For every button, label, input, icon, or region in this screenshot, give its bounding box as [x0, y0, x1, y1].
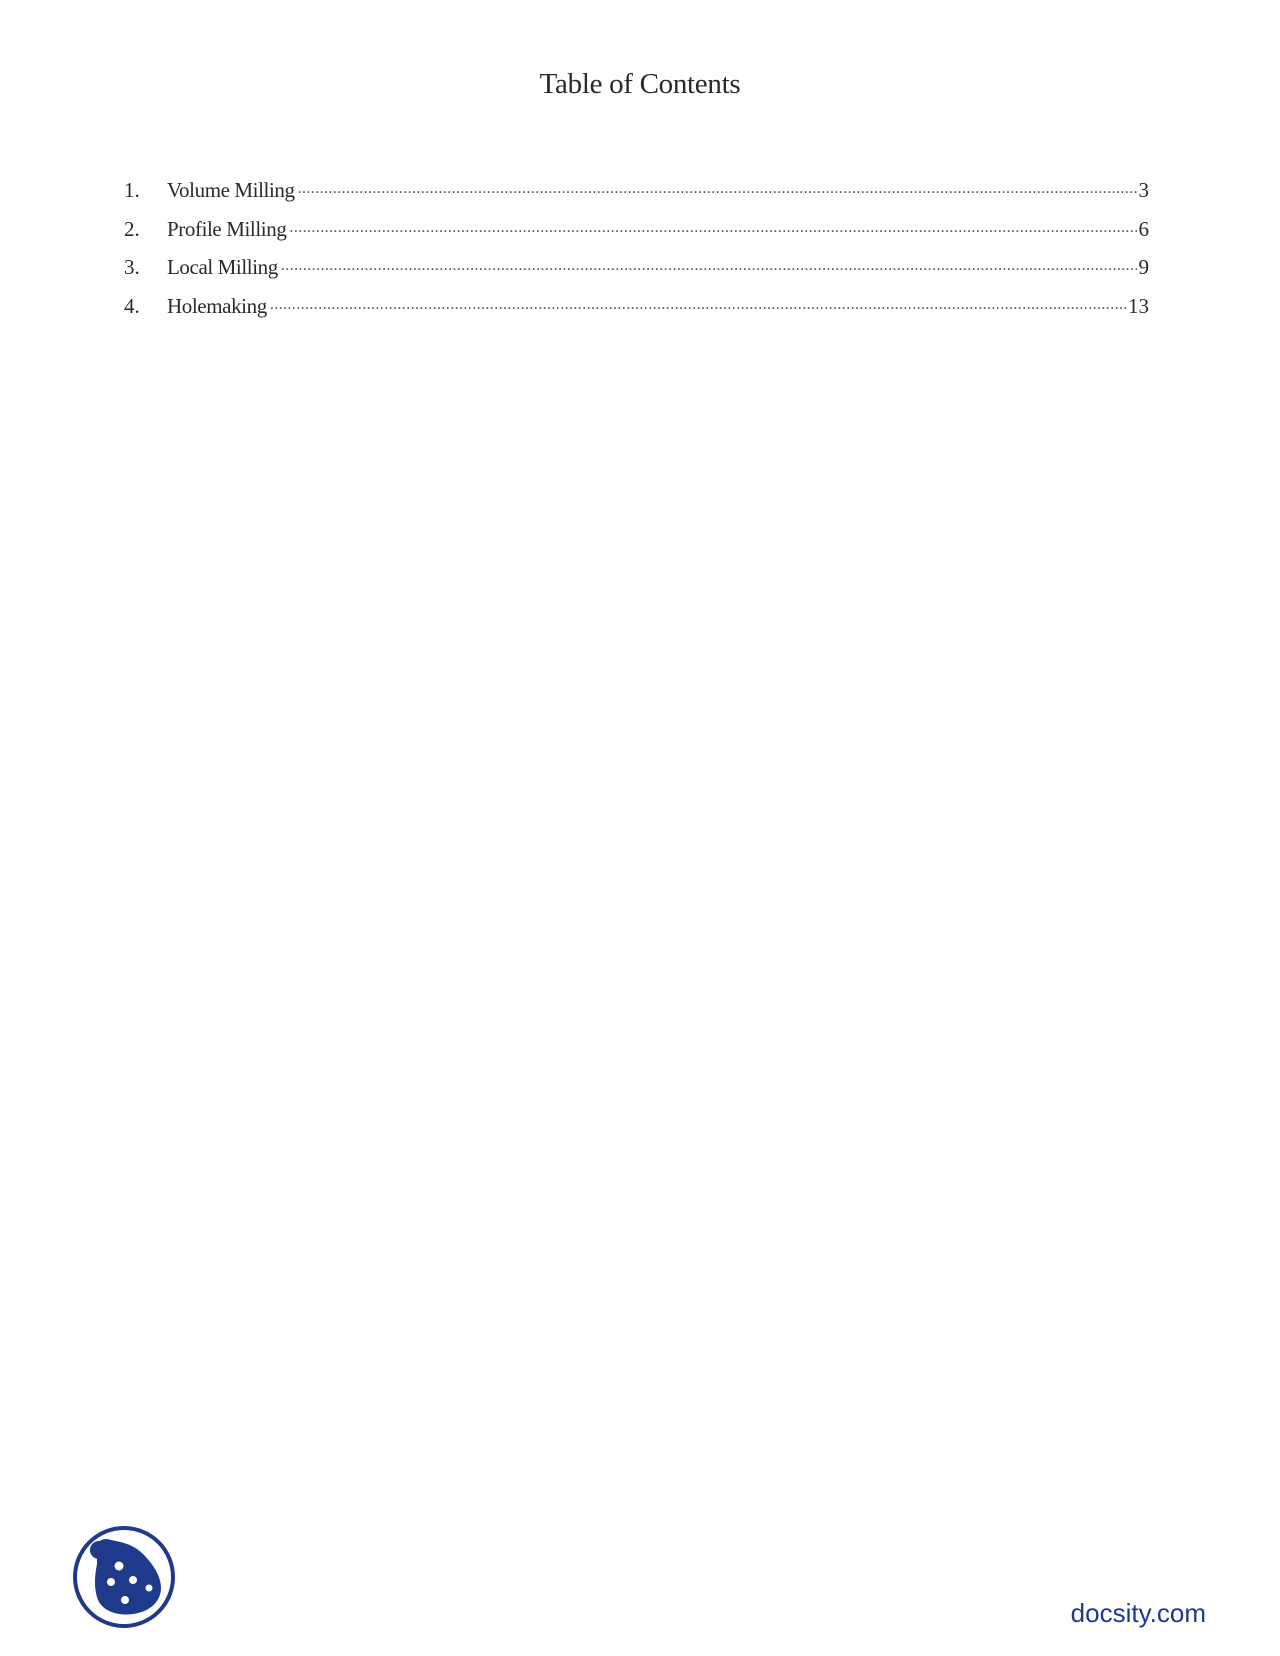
toc-entry-label: Profile Milling	[167, 216, 287, 241]
toc-entry-leader	[281, 253, 1137, 274]
docsity-logo-svg	[71, 1524, 177, 1630]
toc-entry-number: 2.	[124, 216, 140, 241]
toc-entry-number: 4.	[124, 293, 140, 318]
toc-entry-page: 13	[1128, 293, 1149, 318]
toc-entry-label: Volume Milling	[167, 178, 295, 202]
toc-entry[interactable]	[124, 292, 1149, 331]
toc-title: Table of Contents	[539, 68, 741, 100]
toc-entry-leader	[270, 292, 1126, 313]
toc-entry[interactable]	[124, 253, 1149, 292]
toc-entry[interactable]	[124, 215, 1149, 254]
toc-entry[interactable]	[124, 176, 1149, 215]
toc-entry-number: 3.	[124, 255, 140, 279]
toc-entry-page: 6	[1138, 216, 1149, 241]
toc-list	[124, 176, 1149, 330]
docsity-logo-icon[interactable]	[71, 1524, 177, 1630]
brand-link[interactable]: docsity.com	[1070, 1598, 1206, 1628]
toc-entry-page: 9	[1138, 255, 1149, 279]
toc-entry-leader	[298, 176, 1137, 197]
toc-entry-page: 3	[1138, 178, 1149, 202]
toc-entry-label: Holemaking	[167, 293, 267, 318]
toc-entry-label: Local Milling	[167, 255, 278, 279]
toc-entry-leader	[289, 215, 1136, 236]
toc-entry-number: 1.	[124, 178, 140, 202]
